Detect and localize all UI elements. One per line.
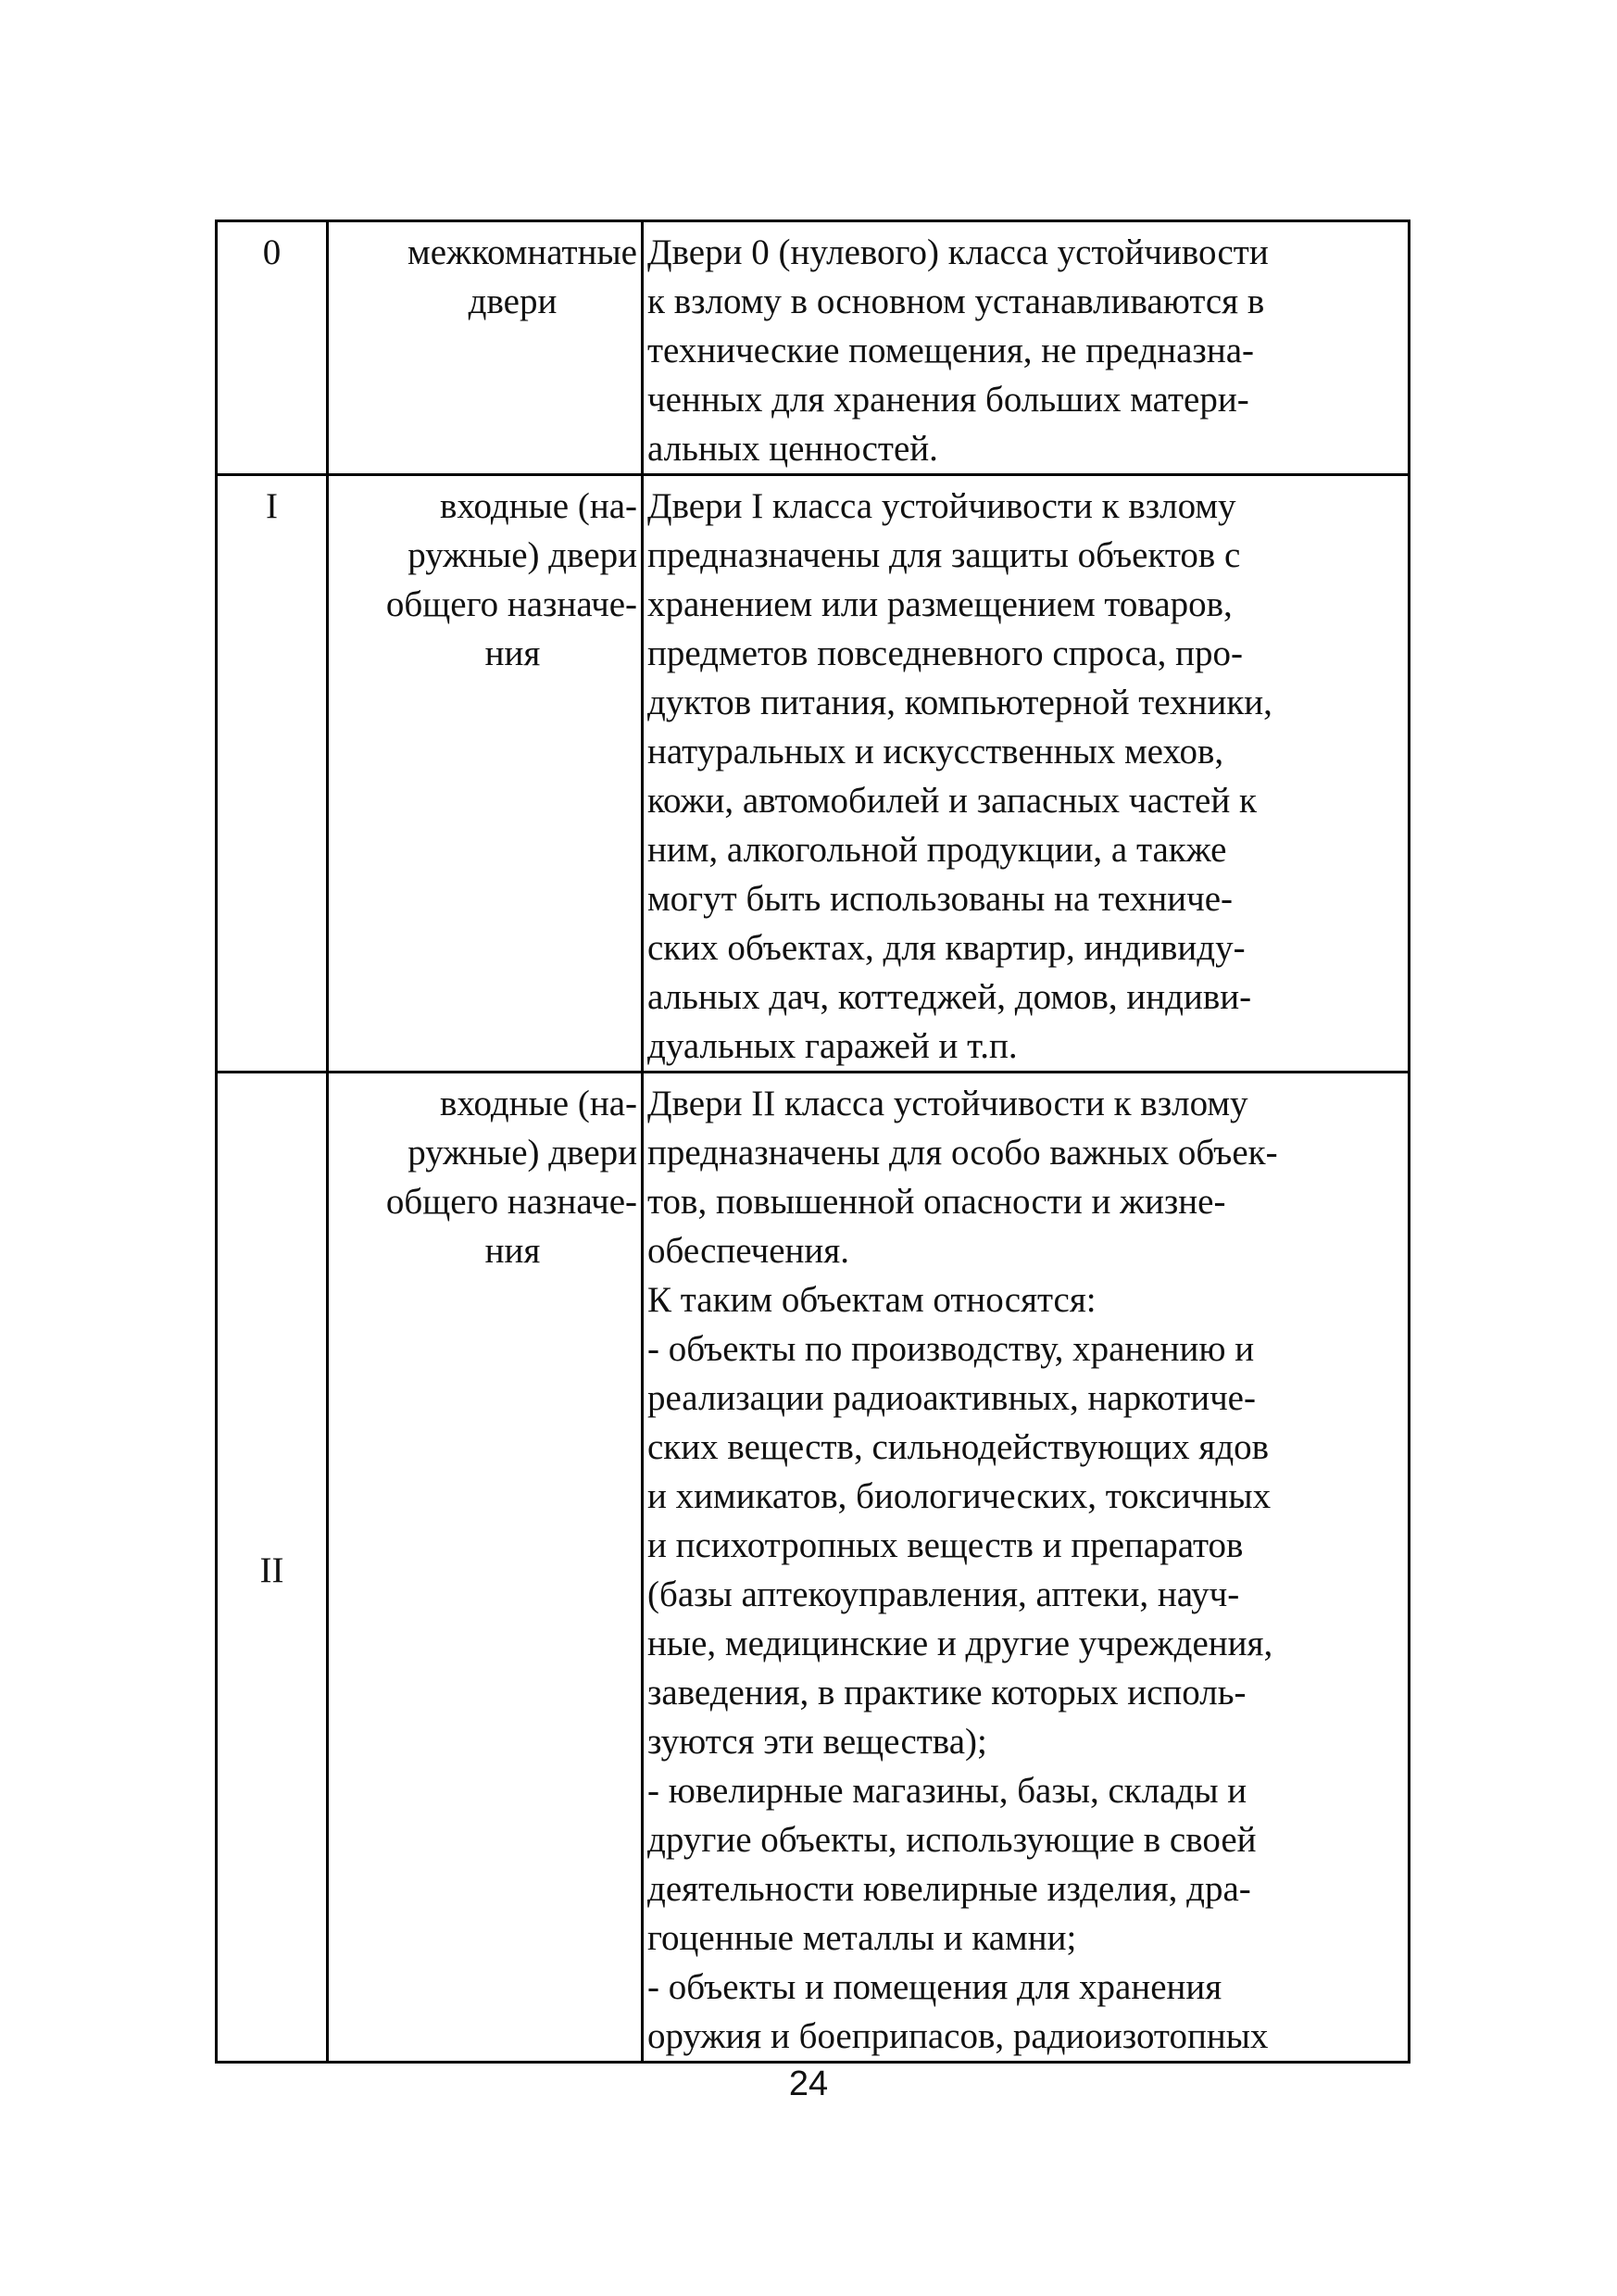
door-type-cell	[328, 1073, 643, 2063]
description-line: другие объекты, использующие в своей	[647, 1820, 1257, 1860]
description-line: (базы аптекоуправления, аптеки, науч-	[647, 1575, 1240, 1614]
description-line: хранением или размещением товаров,	[647, 584, 1233, 624]
description-line: и психотропных веществ и препаратов	[647, 1525, 1244, 1565]
door-type-line: входные (на-	[440, 486, 637, 526]
table-row	[217, 1073, 1410, 2063]
description-line: кожи, автомобилей и запасных частей к	[647, 781, 1257, 821]
table-row	[217, 221, 1410, 475]
description-line: К таким объектам относятся:	[647, 1280, 1097, 1320]
description-line: Двери I класса устойчивости к взлому	[647, 486, 1236, 526]
description-line: технические помещения, не предназна-	[647, 331, 1255, 370]
door-type-line: общего назначе-	[385, 1182, 637, 1222]
door-class-table	[215, 220, 1410, 2064]
description-line: тов, повышенной опасности и жизне-	[647, 1182, 1226, 1222]
class-label: 0	[262, 232, 282, 272]
description-line: Двери 0 (нулевого) класса устойчивости	[647, 232, 1269, 272]
class-cell	[217, 1073, 328, 2063]
description-line: могут быть использованы на техниче-	[647, 879, 1234, 919]
description-line: ских веществ, сильнодействующих ядов	[647, 1427, 1270, 1467]
door-type-cell	[328, 221, 643, 475]
class-label: II	[259, 1549, 284, 1590]
class-label: I	[266, 486, 278, 526]
description-line: предметов повседневного спроса, про-	[647, 634, 1244, 673]
class-cell	[217, 221, 328, 475]
description-line: Двери II класса устойчивости к взлому	[647, 1084, 1248, 1123]
door-type-cell	[328, 475, 643, 1073]
description-line: натуральных и искусственных мехов,	[647, 732, 1224, 772]
door-type-line: двери	[468, 282, 558, 321]
description-line: - ювелирные магазины, базы, склады и	[647, 1771, 1247, 1811]
description-line: ских объектах, для квартир, индивиду-	[647, 928, 1246, 968]
class-cell	[217, 475, 328, 1073]
description-line: к взлому в основном устанавливаются в	[647, 282, 1265, 321]
door-type-line: входные (на-	[440, 1084, 637, 1123]
description-line: оружия и боеприпасов, радиоизотопных	[647, 2016, 1269, 2056]
door-type-line: общего назначе-	[385, 584, 637, 624]
description-cell	[643, 221, 1410, 475]
table-row	[217, 475, 1410, 1073]
door-type-line: ружные) двери	[407, 1133, 637, 1173]
description-line: реализации радиоактивных, наркотиче-	[647, 1378, 1256, 1418]
description-line: - объекты и помещения для хранения	[647, 1967, 1222, 2007]
description-line: предназначены для защиты объектов с	[647, 535, 1241, 575]
description-line: и химикатов, биологических, токсичных	[647, 1476, 1272, 1516]
description-line: - объекты по производству, хранению и	[647, 1329, 1255, 1369]
description-line: альных ценностей.	[647, 429, 938, 469]
page-number: 24	[788, 2064, 829, 2103]
description-line: дуктов питания, компьютерной техники,	[647, 683, 1272, 722]
door-type-line: межкомнатные	[407, 232, 637, 272]
door-type-line: ружные) двери	[407, 535, 637, 575]
description-line: обеспечения.	[647, 1231, 849, 1271]
description-line: гоценные металлы и камни;	[647, 1918, 1077, 1958]
door-type-line: ния	[484, 1231, 541, 1271]
description-cell	[643, 475, 1410, 1073]
description-line: зуются эти вещества);	[647, 1722, 987, 1762]
description-line: предназначены для особо важных объек-	[647, 1133, 1278, 1173]
description-cell	[643, 1073, 1410, 2063]
description-line: деятельности ювелирные изделия, дра-	[647, 1869, 1251, 1909]
description-line: дуальных гаражей и т.п.	[647, 1026, 1018, 1066]
description-line: ные, медицинские и другие учреждения,	[647, 1624, 1273, 1663]
door-type-line: ния	[484, 634, 541, 673]
description-line: заведения, в практике которых исполь-	[647, 1673, 1247, 1713]
description-line: ченных для хранения больших матери-	[647, 380, 1249, 420]
description-line: альных дач, коттеджей, домов, индиви-	[647, 977, 1252, 1017]
description-line: ним, алкогольной продукции, а также	[647, 830, 1227, 870]
